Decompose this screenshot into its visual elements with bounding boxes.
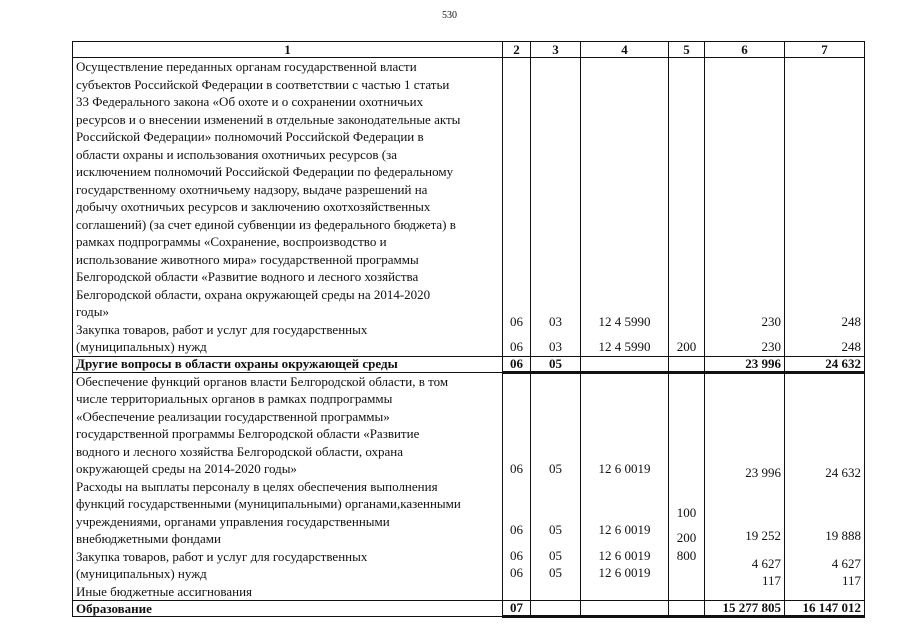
amount-2016: 24 632 [825,464,861,480]
row-description: Закупка товаров, работ и услуг для государственных (муниципальных) нужд [76,321,368,354]
subsection-code: 03 [549,313,562,329]
amount-2016: 19 888 [825,528,861,543]
expense-type-code: 800 [676,547,697,563]
amount-2016: 4 627 [831,555,861,571]
amount-2015: 19 252 [745,528,781,543]
expense-type-code [669,601,705,617]
target-article-code: 12 4 5990 [598,339,651,354]
expense-type-code [669,356,705,372]
subsection-code: 05 [549,547,562,563]
target-article-code: 12 6 0019 [598,522,651,537]
column-header: 1 [73,42,503,58]
amount-2015: 4 627 [751,555,781,571]
row-description: Иные бюджетные ассигнования [76,583,253,599]
expense-type-code: 200 [676,339,697,354]
amount-2015: 15 277 805 [705,601,785,617]
target-article-code: 12 6 0019 [598,460,651,476]
target-article-code [581,356,669,372]
subsection-code [531,601,581,617]
section-code: 06 [510,547,523,563]
section-code: 06 [510,522,523,537]
amount-2015: 117 [761,573,781,588]
subsection-code: 05 [549,522,562,537]
section-code: 06 [510,460,523,476]
subsection-code: 05 [549,460,562,476]
amount-2016: 248 [841,339,861,354]
row-description: Образование [73,601,503,617]
table-row [73,58,865,357]
section-code: 06 [510,313,523,329]
amount-2015: 230 [761,339,781,354]
row-description: Осуществление переданных органам государственной власти субъектов Российской Федерации в соответствии с частью 1 статьи 33 Федерального закона «Об охоте и о сохранении охотничьих ресурсов и о внесении изменений в отдельные законодательные акты Российской Федерации» полномочий Российской Федерации в области охраны и использования охотничьих ресурсов (за исключением полномочий Российской Федерации по федеральному государственному охотничьему надзору, выдаче разрешений на добычу охотничьих ресурсов и заключению охотхозяйственных соглашений) (за счет единой субвенции из федерального бюджета) в рамках подпрограммы «Сохранение, воспроизводство и использование животного мира» государственной программы Белгородской области «Развитие водного и лесного хозяйства Белгородской области, охрана окружающей среды на 2014-2020 годы» [76,59,461,319]
amount-2016: 24 632 [785,356,865,372]
target-article-code: 12 4 5990 [598,313,651,329]
amount-2015: 23 996 [705,356,785,372]
budget-table [72,41,865,618]
section-code: 06 [503,356,531,372]
target-article-code: 12 6 0019 [598,547,651,563]
target-article-code [581,601,669,617]
amount-2016: 117 [841,573,861,588]
column-header: 5 [669,42,705,58]
subsection-code: 03 [549,339,562,354]
section-code: 06 [510,565,523,580]
page-number: 530 [442,10,457,21]
row-description: Закупка товаров, работ и услуг для государственных (муниципальных) нужд [76,548,368,581]
table-row-subtotal [73,601,865,617]
amount-2016: 16 147 012 [785,601,865,617]
expense-type-code: 200 [676,530,697,545]
header-row [73,42,865,58]
expense-type-code: 100 [676,504,697,520]
section-code: 06 [510,339,523,354]
column-header: 2 [503,42,531,58]
amount-2015: 23 996 [745,464,781,480]
row-description: Другие вопросы в области охраны окружающей среды [73,356,503,372]
amount-2016: 248 [841,313,861,329]
subsection-code: 05 [531,356,581,372]
target-article-code: 12 6 0019 [598,565,651,580]
row-description: Расходы на выплаты персоналу в целях обеспечения выполнения функций государственными (муниципальными) органами,казенными учреждениями, органами управления государственными внебюджетными фондами [76,478,461,546]
table-row-subtotal [73,356,865,372]
amount-2015: 230 [761,313,781,329]
column-header: 7 [785,42,865,58]
column-header: 6 [705,42,785,58]
column-header: 3 [531,42,581,58]
table-row [73,372,865,601]
section-code: 07 [503,601,531,617]
subsection-code: 05 [549,565,562,580]
column-header: 4 [581,42,669,58]
row-description: Обеспечение функций органов власти Белгородской области, в том числе территориальных органов в рамках подпрограммы «Обеспечение реализации государственной программы» государственной программы Белгородской области «Развитие водного и лесного хозяйства Белгородской области, охрана окружающей среды на 2014-2020 годы» [76,373,449,476]
